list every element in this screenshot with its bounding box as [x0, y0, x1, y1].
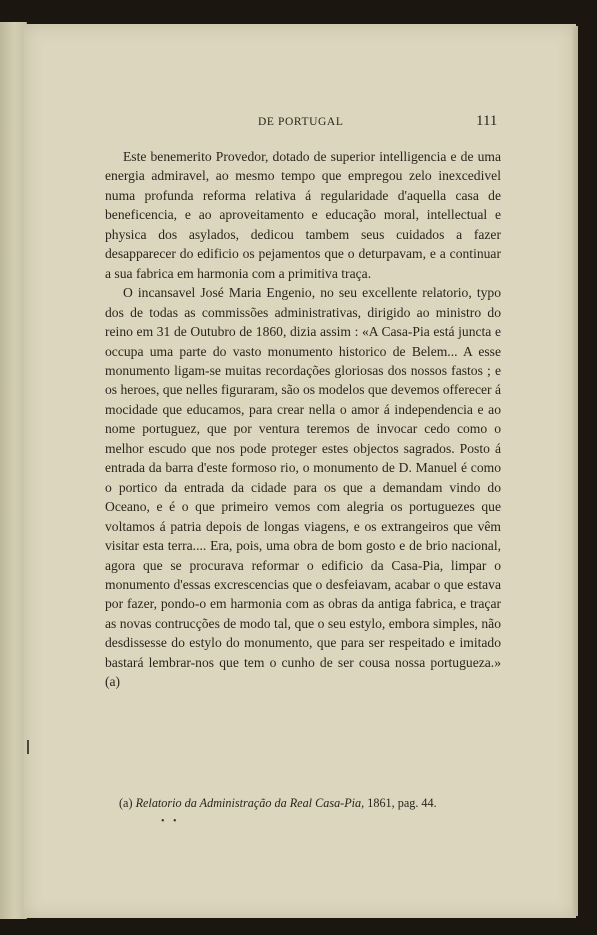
book-spine	[0, 22, 27, 919]
margin-mark	[27, 740, 29, 754]
footnote-marker: (a)	[119, 796, 133, 810]
page-number: 111	[476, 113, 498, 129]
body-text	[105, 147, 501, 692]
footnote-rest: 1861, pag. 44.	[364, 796, 437, 810]
paragraph-2: O incansavel José Maria Engenio, no seu excellente relatorio, typo dos de todas as commissões administrativas, dirigido ao ministro do reino em 31 de Outubro de 1860, dizia assim : «A Casa-Pia está juncta e occupa uma parte do vasto monumento historico de Belem... A esse monumento ligam-se muitas recordações gloriosas dos nossos fastos ; e os heroes, que nelles figuraram, são os modelos que devemos offerecer á mocidade que educamos, para crear nella o amor á independencia e ao nome portuguez, que por ventura teremos de invocar cedo como o melhor escudo que nos pode proteger estes objectos sagrados. Posto á entrada da barra d'este formoso rio, o monumento de D. Manuel é como o portico da entrada da cidade para os que a demandam vindo do Oceano, e é o que primeiro vemos com alegria os portuguezes que voltamos á patria depois de longas viagens, e os extrangeiros que vêm visitar esta terra.... Era, pois, uma obra de bom gosto e de brio nacional, agora que se procurava reformar o edificio da Casa-Pia, limpar o monumento d'essas excrescencias que o desfeiavam, acabar o que estava por fazer, pondo-o em harmonia com as obras da antiga fabrica, e traçar as novas contrucções de modo tal, que o seu estylo, embora simples, não desdissesse do estylo do monumento, que para ser respeitado e imitado bastará lembrar-nos que tem o cunho de ser cousa nossa portugueza.» (a)	[105, 285, 501, 690]
page-header	[24, 113, 576, 133]
book-page	[24, 24, 576, 918]
paragraph-1: Este benemerito Provedor, dotado de superior intelligencia e de uma energia admiravel, ao mesmo tempo que empregou zelo inexcedivel numa profunda reforma relativa á regularidade d'aquella casa de beneficencia, e ao aproveitamento e educação moral, intellectual e physica dos asylados, dedicou tambem seus cuidados a fazer desapparecer do edificio os pejamentos que o deturpavam, e a continuar a sua fabrica em harmonia com a primitiva traça.	[105, 149, 501, 281]
footnote	[119, 796, 499, 811]
footnote-title: Relatorio da Administração da Real Casa-Pia,	[135, 796, 365, 810]
signature-mark: • •	[161, 816, 180, 827]
page-edge	[572, 26, 578, 916]
running-title: DE PORTUGAL	[258, 116, 344, 128]
